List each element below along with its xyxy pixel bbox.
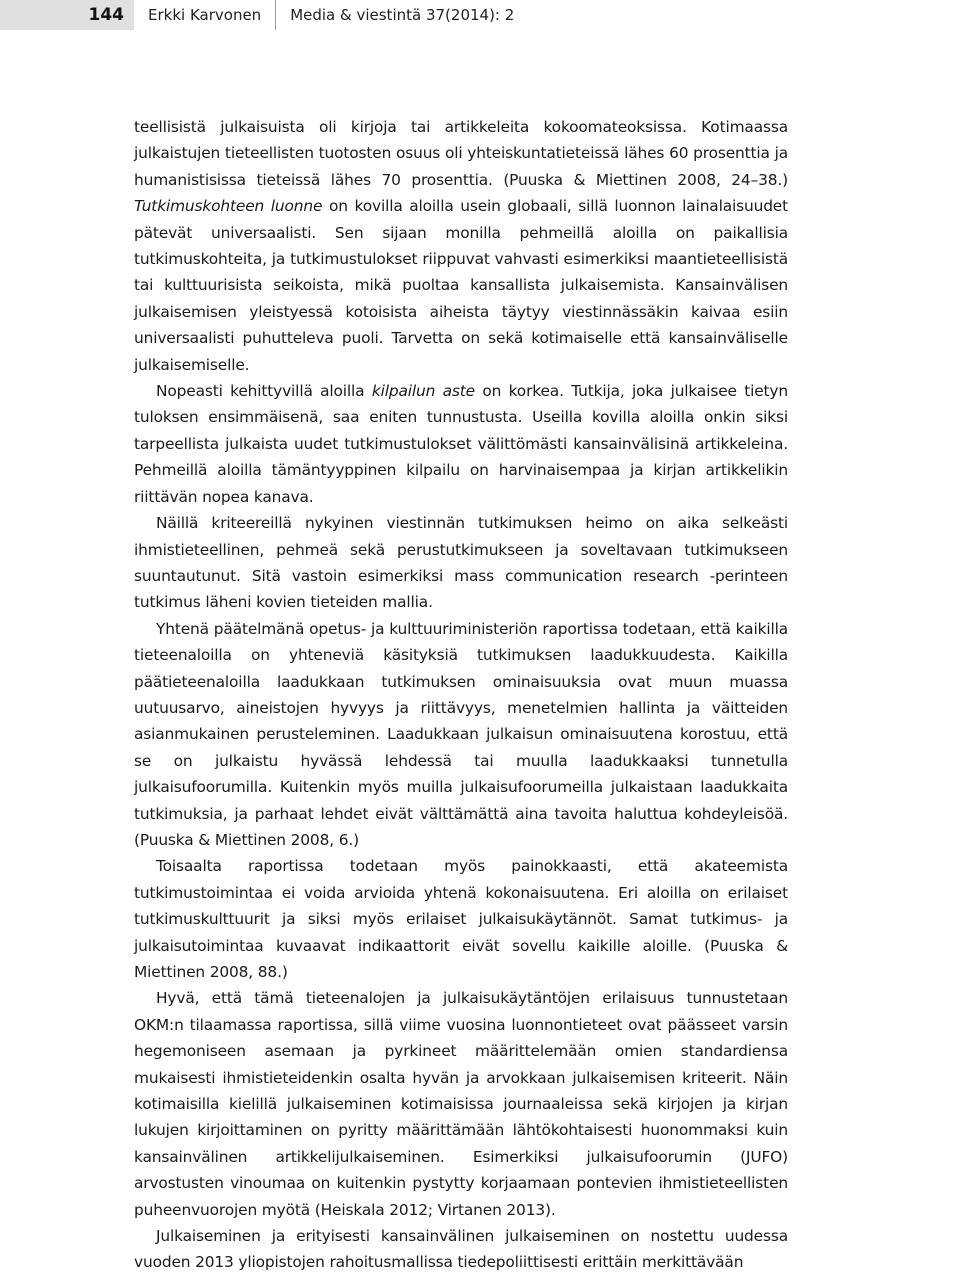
text-run: Julkaiseminen ja erityisesti kansainvälinen julkaiseminen on nostettu uudessa vuoden 2013 yliopistojen rahoitusmallissa tiedepoliittisesti erittäin merkittävään (134, 1227, 788, 1272)
paragraph (134, 378, 788, 510)
text-run: Hyvä, että tämä tieteenalojen ja julkaisukäytäntöjen erilaisuus tunnustetaan OKM:n tilaamassa raportissa, sillä viime vuosina luonnontieteet ovat päässeet varsin hegemoniseen asemaan ja pyrkineet määrittelemään omien standardiensa mukaisesti ihmistieteidenkin osalta hyvän ja arvokkaan julkaisemisen kriteerit. Näin kotimaisilla kielillä julkaiseminen kotimaisissa journaaleissa sekä kirjojen ja kirjan lukujen kirjoittaminen on pyritty määrittämään lähtökohtaisesti huonommaksi kuin kansainvälinen artikkelijulkaiseminen. Esimerkiksi julkaisufoorumin (JUFO) arvostusten vinoumaa on kuitenkin pystytty korjaamaan pontevien ihmistieteellisten puheenvuorojen myötä (Heiskala 2012; Virtanen 2013). (134, 989, 788, 1219)
article-body (134, 114, 788, 1276)
text-run: Toisaalta raportissa todetaan myös painokkaasti, että akateemista tutkimustoimintaa ei voida arvioida yhtenä kokonaisuutena. Eri aloilla on erilaiset tutkimuskulttuurit ja siksi myös erilaiset julkaisukäytännöt. Samat tutkimus- ja julkaisutoimintaa kuvaavat indikaattorit eivät sovellu kaikille aloille. (Puuska & Miettinen 2008, 88.) (134, 857, 788, 981)
italic-term: Tutkimuskohteen luonne (134, 197, 323, 216)
text-run: teellisistä julkaisuista oli kirjoja tai artikkeleita kokoomateoksissa. Kotimaassa julkaistujen tieteellisten tuotosten osuus oli yhteiskuntatieteissä lähes 60 prosenttia ja humanistisissa tieteissä lähes 70 prosenttia. (Puuska & Miettinen 2008, 24–38.) (134, 118, 788, 189)
italic-term: kilpailun aste (371, 382, 475, 401)
text-run: Yhtenä päätelmänä opetus- ja kulttuuriministeriön raportissa todetaan, että kaikilla tieteenaloilla on yhteneviä käsityksiä tutkimuksen laadukkuudesta. Kaikilla päätieteenaloilla laadukkaan tutkimuksen ominaisuuksia ovat muun muassa uutuusarvo, aineistojen hyvyys ja riittävyys, menetelmien hallinta ja väitteiden asianmukainen perusteleminen. Laadukkaan julkaisun ominaisuutena korostuu, että se on julkaistu hyvässä lehdessä tai muulla laadukkaaksi tunnetulla julkaisufoorumilla. Kuitenkin myös muilla julkaisufoorumeilla julkaistaan laadukkaita tutkimuksia, ja parhaat lehdet eivät välttämättä aina tavoita haluttua kohdeyleisöä. (Puuska & Miettinen 2008, 6.) (134, 619, 788, 849)
header-author: Erkki Karvonen (148, 6, 262, 24)
paragraph (134, 616, 788, 854)
paragraph (134, 853, 788, 985)
paragraph (134, 1223, 788, 1276)
text-run: on korkea. Tutkija, joka julkaisee tietyn tuloksen ensimmäisenä, saa eniten tunnustusta. Useilla kovilla aloilla onkin siksi tarpeellista julkaista uudet tutkimustulokset välittömästi kansainvälisinä artikkeleina. Pehmeillä aloilla tämäntyyppinen kilpailu on harvinaisempaa ja kirjan artikkelikin riittävän nopea kanava. (134, 382, 788, 506)
paragraph (134, 985, 788, 1223)
header-journal: Media & viestintä 37(2014): 2 (290, 6, 515, 24)
text-run: Nopeasti kehittyvillä aloilla (156, 382, 372, 401)
page-number: 144 (0, 0, 134, 30)
paragraph (134, 114, 788, 378)
paragraph (134, 510, 788, 616)
text-run: on kovilla aloilla usein globaali, sillä luonnon lainalaisuudet pätevät universaalisti. Sen sijaan monilla pehmeillä aloilla on paikallisia tutkimuskohteita, ja tutkimustulokset riippuvat vahvasti esimerkiksi maantieteellisistä tai kulttuurisista seikoista, mikä puoltaa kansallista julkaisemista. Kansainvälisen julkaisemisen yleistyessä kotoisista aiheista täytyy viestinnässäkin kaivaa esiin universaalisti puhutteleva puoli. Tarvetta on sekä kotimaiselle että kansainväliselle julkaisemiselle. (134, 197, 789, 374)
text-run: Näillä kriteereillä nykyinen viestinnän tutkimuksen heimo on aika selkeästi ihmistieteellinen, pehmeä sekä perustutkimukseen ja soveltavaan tutkimukseen suuntautunut. Sitä vastoin esimerkiksi mass communication research -perinteen tutkimus läheni kovien tieteiden mallia. (134, 514, 788, 612)
running-header (0, 0, 960, 30)
